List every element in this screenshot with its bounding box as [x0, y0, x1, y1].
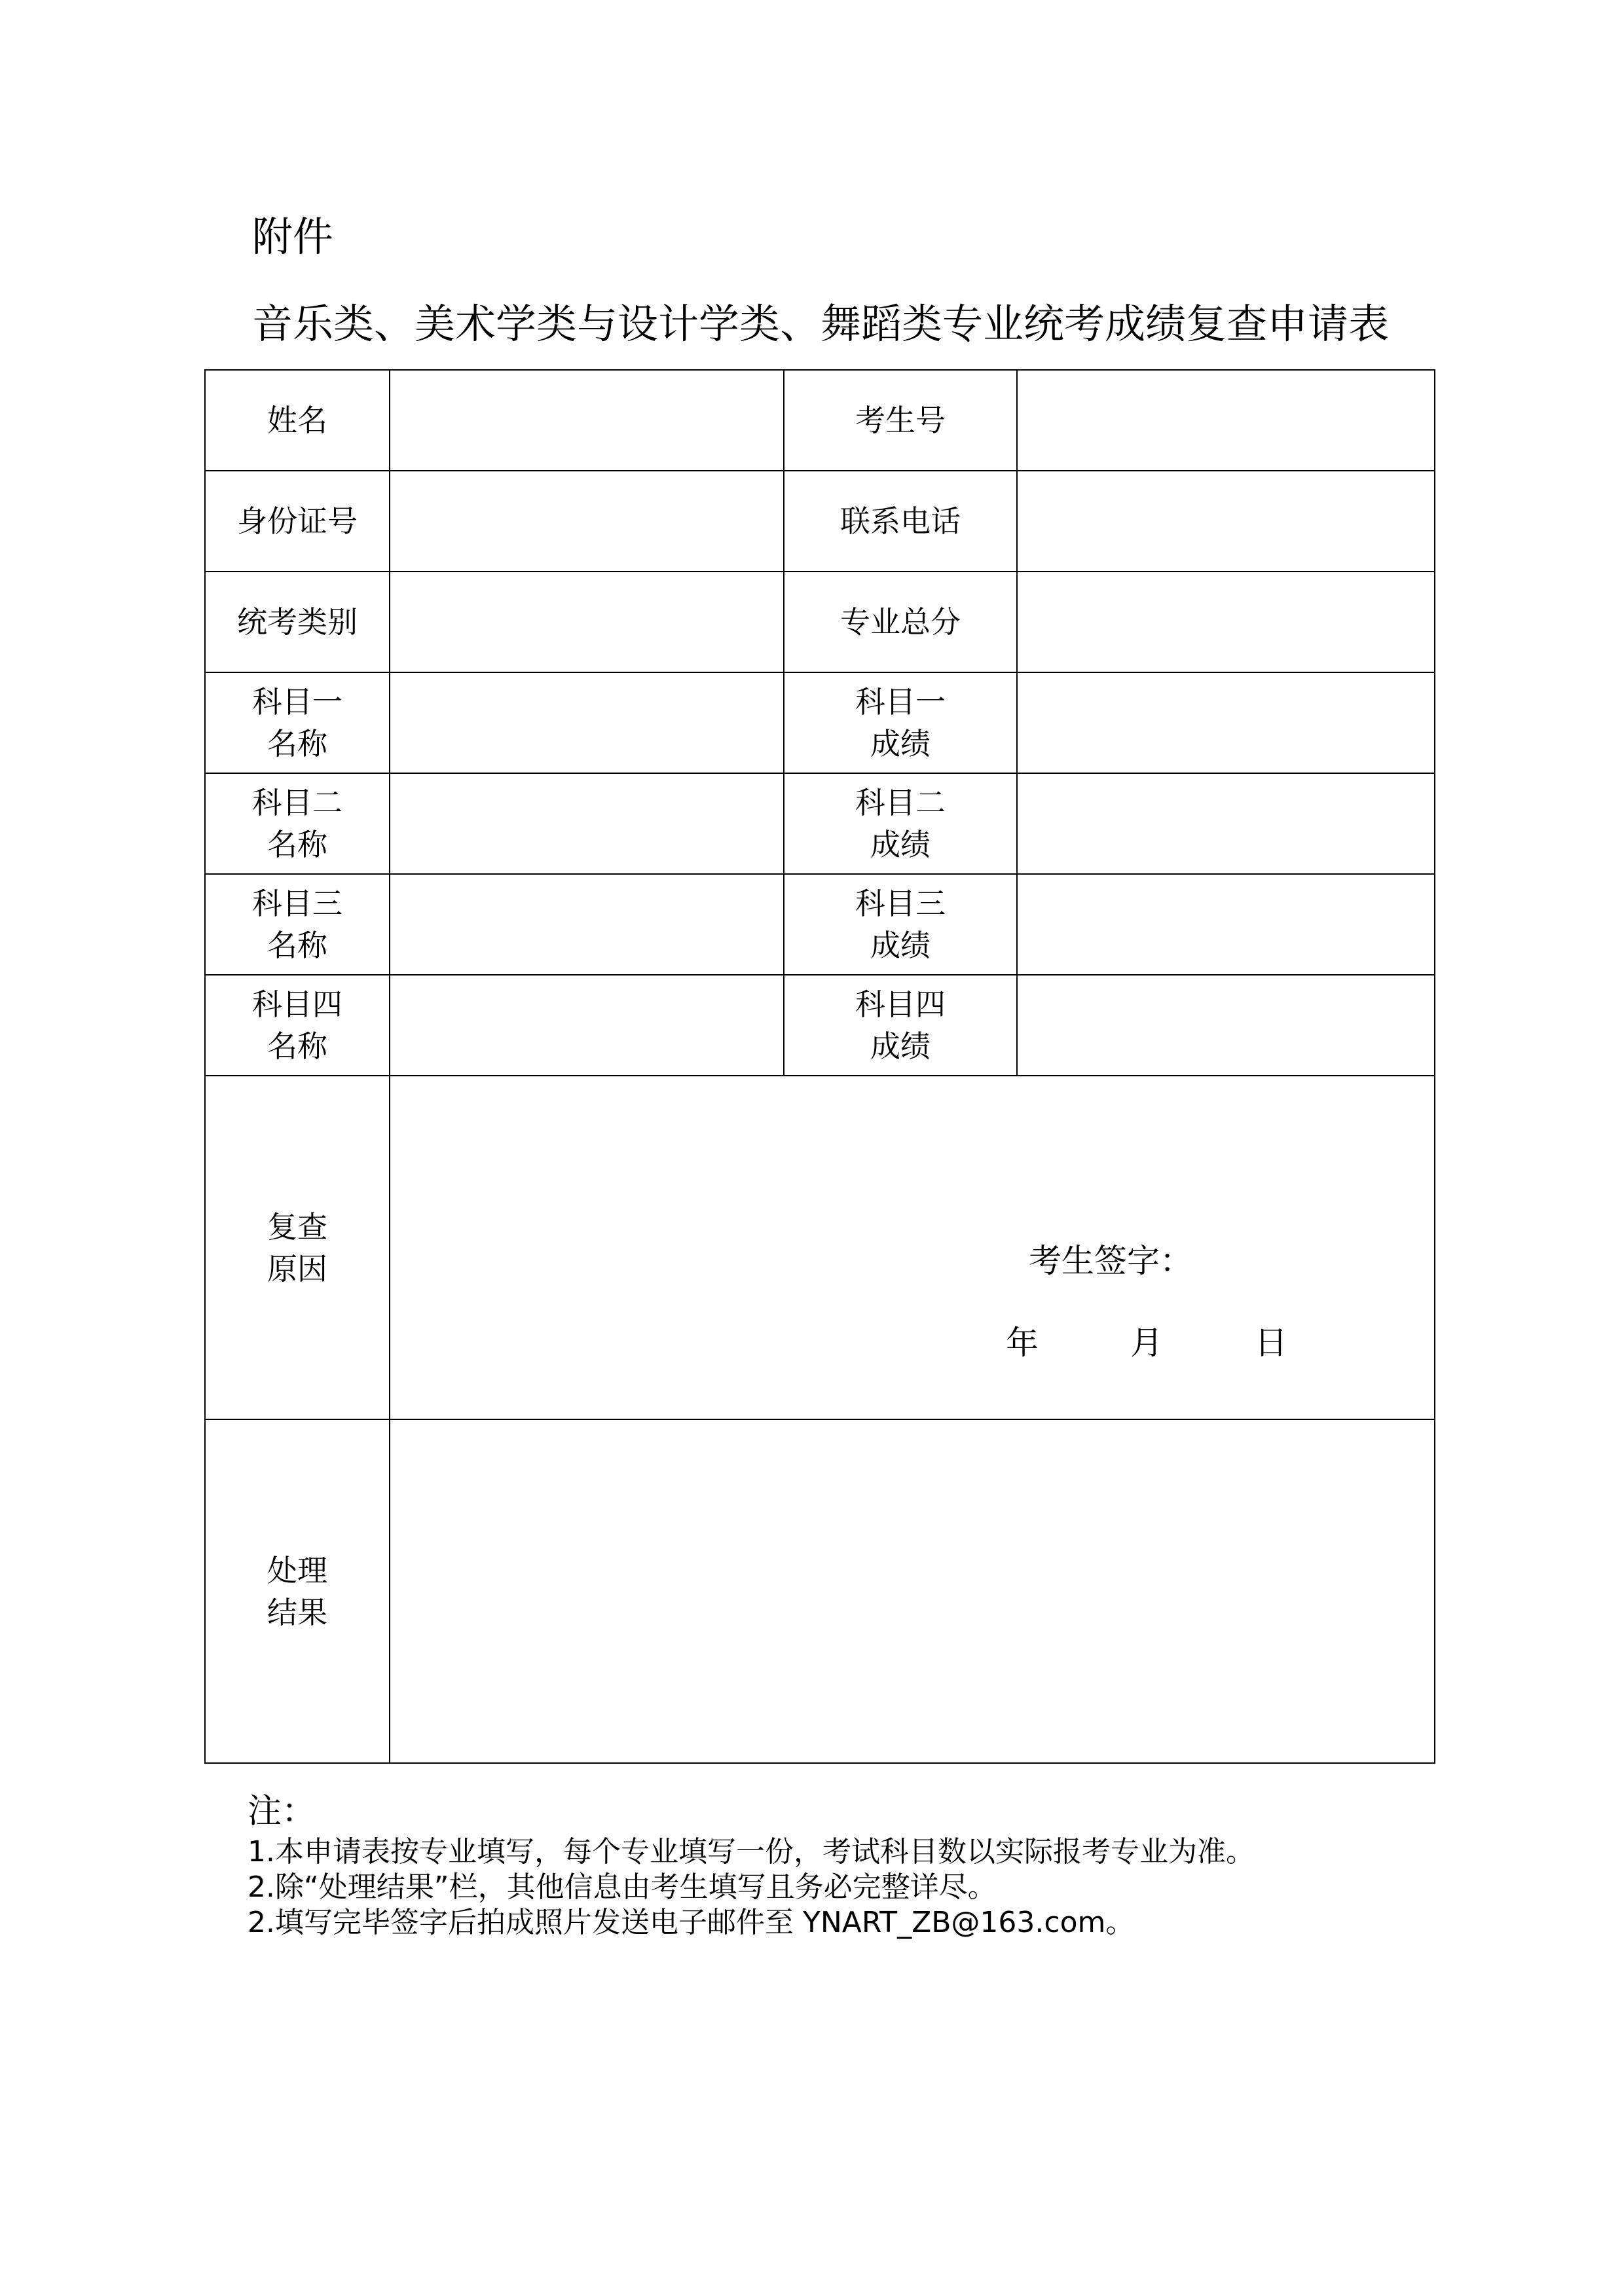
subject2-name-label: 科目二 名称	[205, 773, 390, 874]
name-label: 姓名	[205, 370, 390, 471]
subject2-name-value-cell[interactable]	[390, 773, 784, 874]
subject3-score-label: 科目三 成绩	[784, 874, 1017, 975]
form-row-name	[205, 370, 1435, 471]
application-form-table	[204, 369, 1435, 1764]
phone-label: 联系电话	[784, 471, 1017, 572]
phone-value-cell[interactable]	[1017, 471, 1435, 572]
subject1-score-label: 科目一 成绩	[784, 672, 1017, 773]
name-value-cell[interactable]	[390, 370, 784, 471]
form-row-subject1	[205, 672, 1435, 773]
note-item: 2.填写完毕签字后拍成照片发送电子邮件至 YNART_ZB@163.com。	[248, 1906, 1135, 1939]
subject1-score-value-cell[interactable]	[1017, 672, 1435, 773]
exam-category-label: 统考类别	[205, 572, 390, 672]
subject1-name-label: 科目一 名称	[205, 672, 390, 773]
signature-day: 日	[1255, 1324, 1287, 1362]
exam-number-label: 考生号	[784, 370, 1017, 471]
subject1-name-value-cell[interactable]	[390, 672, 784, 773]
form-row-subject4	[205, 975, 1435, 1076]
subject3-name-label: 科目三 名称	[205, 874, 390, 975]
note-item: 2.除“处理结果”栏，其他信息由考生填写且务必完整详尽。	[248, 1870, 997, 1904]
form-row-subject2	[205, 773, 1435, 874]
exam-category-value-cell[interactable]	[390, 572, 784, 672]
form-row-subject3	[205, 874, 1435, 975]
form-row-id	[205, 471, 1435, 572]
review-reason-label: 复查 原因	[205, 1076, 390, 1419]
subject4-score-value-cell[interactable]	[1017, 975, 1435, 1076]
review-reason-value-cell[interactable]	[390, 1076, 1435, 1419]
subject4-name-value-cell[interactable]	[390, 975, 784, 1076]
subject2-score-label: 科目二 成绩	[784, 773, 1017, 874]
result-value-cell[interactable]	[390, 1419, 1435, 1763]
form-row-result	[205, 1419, 1435, 1763]
exam-number-value-cell[interactable]	[1017, 370, 1435, 471]
id-number-label: 身份证号	[205, 471, 390, 572]
subject4-name-label: 科目四 名称	[205, 975, 390, 1076]
signature-year: 年	[1006, 1324, 1039, 1362]
note-item: 1.本申请表按专业填写，每个专业填写一份，考试科目数以实际报考专业为准。	[248, 1835, 1255, 1868]
notes-heading: 注：	[248, 1792, 316, 1831]
result-label: 处理 结果	[205, 1419, 390, 1763]
signature-month: 月	[1130, 1324, 1163, 1362]
notes-section	[248, 1789, 1255, 1941]
form-title: 音乐类、美术学类与设计学类、舞蹈类专业统考成绩复查申请表	[252, 300, 1390, 348]
subject2-score-value-cell[interactable]	[1017, 773, 1435, 874]
id-number-value-cell[interactable]	[390, 471, 784, 572]
signature-label: 考生签字：	[1029, 1242, 1192, 1280]
form-row-review-reason	[205, 1076, 1435, 1419]
subject3-score-value-cell[interactable]	[1017, 874, 1435, 975]
subject4-score-label: 科目四 成绩	[784, 975, 1017, 1076]
attachment-label: 附件	[252, 213, 334, 261]
subject3-name-value-cell[interactable]	[390, 874, 784, 975]
total-score-label: 专业总分	[784, 572, 1017, 672]
form-row-category	[205, 572, 1435, 672]
total-score-value-cell[interactable]	[1017, 572, 1435, 672]
